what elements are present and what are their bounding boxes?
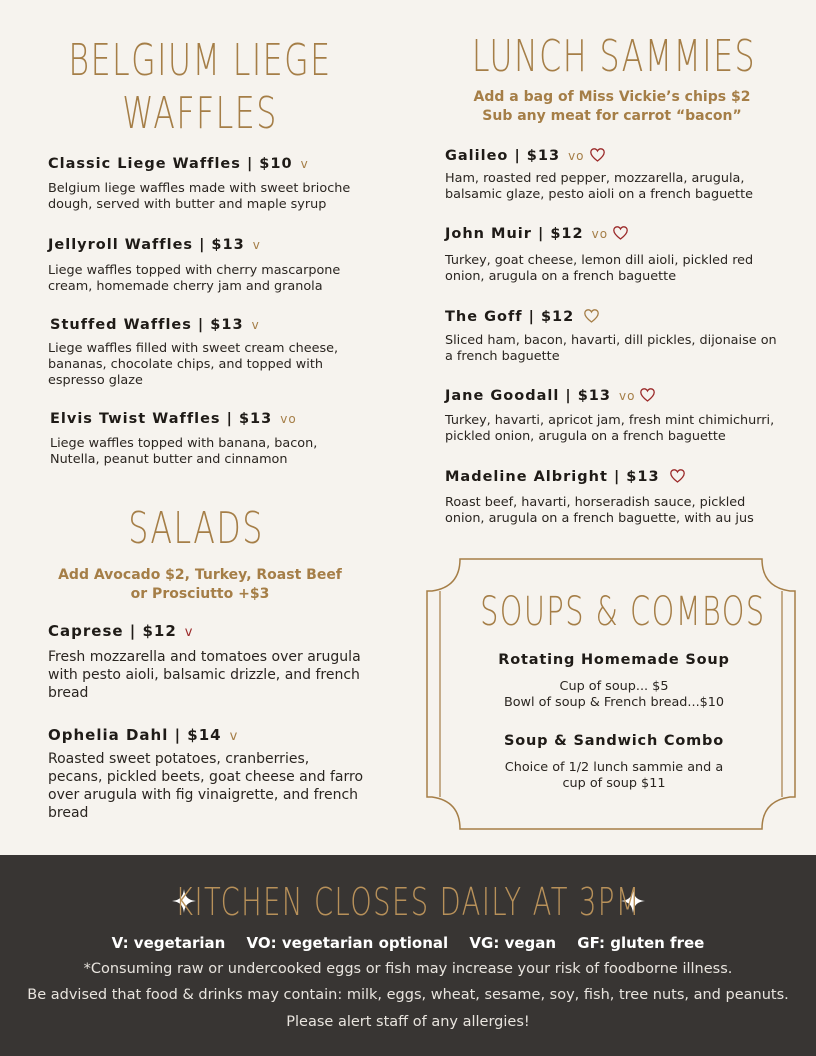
heart-icon: [670, 469, 685, 483]
waffle-item-jellyroll: [48, 237, 261, 253]
sammie-item-madeline-albright: [445, 469, 685, 485]
item-description: Liege waffles topped with cherry mascarpone cream, homemade cherry jam and granola: [48, 263, 341, 294]
salad-item-caprese: [48, 622, 193, 640]
kitchen-closes-title: KITCHEN CLOSES DAILY AT 3PM: [175, 880, 641, 924]
soup-price-line: Bowl of soup & French bread...$10: [503, 695, 725, 710]
salad-item-ophelia: [48, 726, 238, 744]
subtitle-line: Sub any meat for carrot “bacon”: [482, 108, 742, 124]
item-description: Sliced ham, bacon, havarti, dill pickles, dijonaise on a french baguette: [445, 333, 777, 364]
item-description: Turkey, havarti, apricot jam, fresh mint chimichurri, pickled onion, arugula on a french baguette: [445, 413, 775, 444]
item-name: Stuffed Waffles | $13: [50, 317, 244, 333]
diet-tag: vo: [280, 412, 297, 426]
combo-line: cup of soup $11: [562, 776, 666, 791]
item-name: Caprese | $12: [48, 622, 177, 640]
item-name: Ophelia Dahl | $14: [48, 726, 222, 744]
diet-tag: v: [251, 318, 260, 332]
item-description: Liege waffles topped with banana, bacon, Nutella, peanut butter and cinnamon: [50, 436, 318, 467]
sammie-item-jane-goodall: [445, 388, 655, 404]
heart-icon: [584, 309, 599, 323]
item-description: Liege waffles filled with sweet cream cheese, bananas, chocolate chips, and topped with espresso glaze: [48, 341, 339, 388]
item-description: Roast beef, havarti, horseradish sauce, pickled onion, arugula on a french baguette, with au jus: [445, 495, 754, 526]
item-name: Classic Liege Waffles | $10: [48, 156, 293, 172]
sammie-item-john-muir: [445, 226, 628, 242]
item-description: Ham, roasted red pepper, mozzarella, arugula, balsamic glaze, pesto aioli on a french baguette: [445, 171, 753, 202]
soups-title: SOUPS & COMBOS: [480, 589, 766, 635]
heart-icon: [640, 388, 655, 402]
diet-tag: vo: [591, 227, 609, 241]
combo-line: Choice of 1/2 lunch sammie and a: [504, 760, 724, 775]
salads-title: SALADS: [128, 503, 264, 554]
heart-icon: [590, 148, 605, 162]
waffle-item-elvis: [50, 411, 297, 427]
item-name: Elvis Twist Waffles | $13: [50, 411, 273, 427]
legend-item: GF: gluten free: [577, 934, 705, 952]
waffle-item-stuffed: [50, 317, 260, 333]
diet-tag: v: [184, 625, 194, 640]
diet-legend: [0, 934, 816, 952]
diet-tag: vo: [568, 149, 585, 163]
diet-tag: v: [229, 729, 239, 744]
item-description: Fresh mozzarella and tomatoes over arugula with pesto aioli, balsamic drizzle, and french bread: [48, 649, 361, 701]
item-name: Madeline Albright | $13: [445, 469, 660, 485]
combo-name: Soup & Sandwich Combo: [504, 733, 724, 749]
sammies-subtitle: [440, 88, 784, 126]
salads-subtitle: [30, 566, 370, 604]
diet-tag: v: [300, 157, 309, 171]
soup-prices: [428, 679, 800, 711]
item-name: John Muir | $12: [445, 226, 584, 242]
soup-price-line: Cup of soup... $5: [559, 679, 669, 694]
waffles-title-line1: BELGIUM LIEGE: [68, 35, 332, 86]
diet-tag: v: [252, 238, 261, 252]
heart-icon: [613, 226, 628, 240]
item-name: The Goff | $12: [445, 309, 575, 325]
subtitle-line: or Prosciutto +$3: [130, 586, 270, 602]
item-description: Roasted sweet potatoes, cranberries, pecans, pickled beets, goat cheese and farro over arugula with fig vinaigrette, and french bread: [48, 751, 364, 821]
combo-description: [428, 760, 800, 792]
sammie-item-the-goff: [445, 309, 599, 325]
item-name: Jellyroll Waffles | $13: [48, 237, 245, 253]
subtitle-line: Add Avocado $2, Turkey, Roast Beef: [58, 567, 342, 583]
sammie-item-galileo: [445, 148, 605, 164]
item-name: Jane Goodall | $13: [445, 388, 611, 404]
item-description: Turkey, goat cheese, lemon dill aioli, pickled red onion, arugula on a french baguette: [445, 253, 754, 284]
legend-item: VG: vegan: [469, 934, 557, 952]
diet-tag: vo: [618, 389, 636, 403]
soup-name: Rotating Homemade Soup: [498, 652, 730, 668]
waffles-title-line2: WAFFLES: [122, 88, 278, 139]
legend-item: VO: vegetarian optional: [246, 934, 449, 952]
item-name: Galileo | $13: [445, 148, 561, 164]
allergen-notice: Be advised that food & drinks may contain: milk, eggs, wheat, sesame, soy, fish, tree nuts, and peanuts.: [27, 987, 789, 1003]
waffle-item-classic: [48, 156, 309, 172]
legend-item: V: vegetarian: [111, 934, 226, 952]
item-description: Belgium liege waffles made with sweet brioche dough, served with butter and maple syrup: [48, 181, 351, 212]
allergy-alert: Please alert staff of any allergies!: [286, 1014, 530, 1030]
subtitle-line: Add a bag of Miss Vickie’s chips $2: [473, 89, 751, 105]
sammies-title: LUNCH SAMMIES: [471, 31, 757, 82]
raw-food-warning: *Consuming raw or undercooked eggs or fish may increase your risk of foodborne illness.: [83, 961, 733, 977]
